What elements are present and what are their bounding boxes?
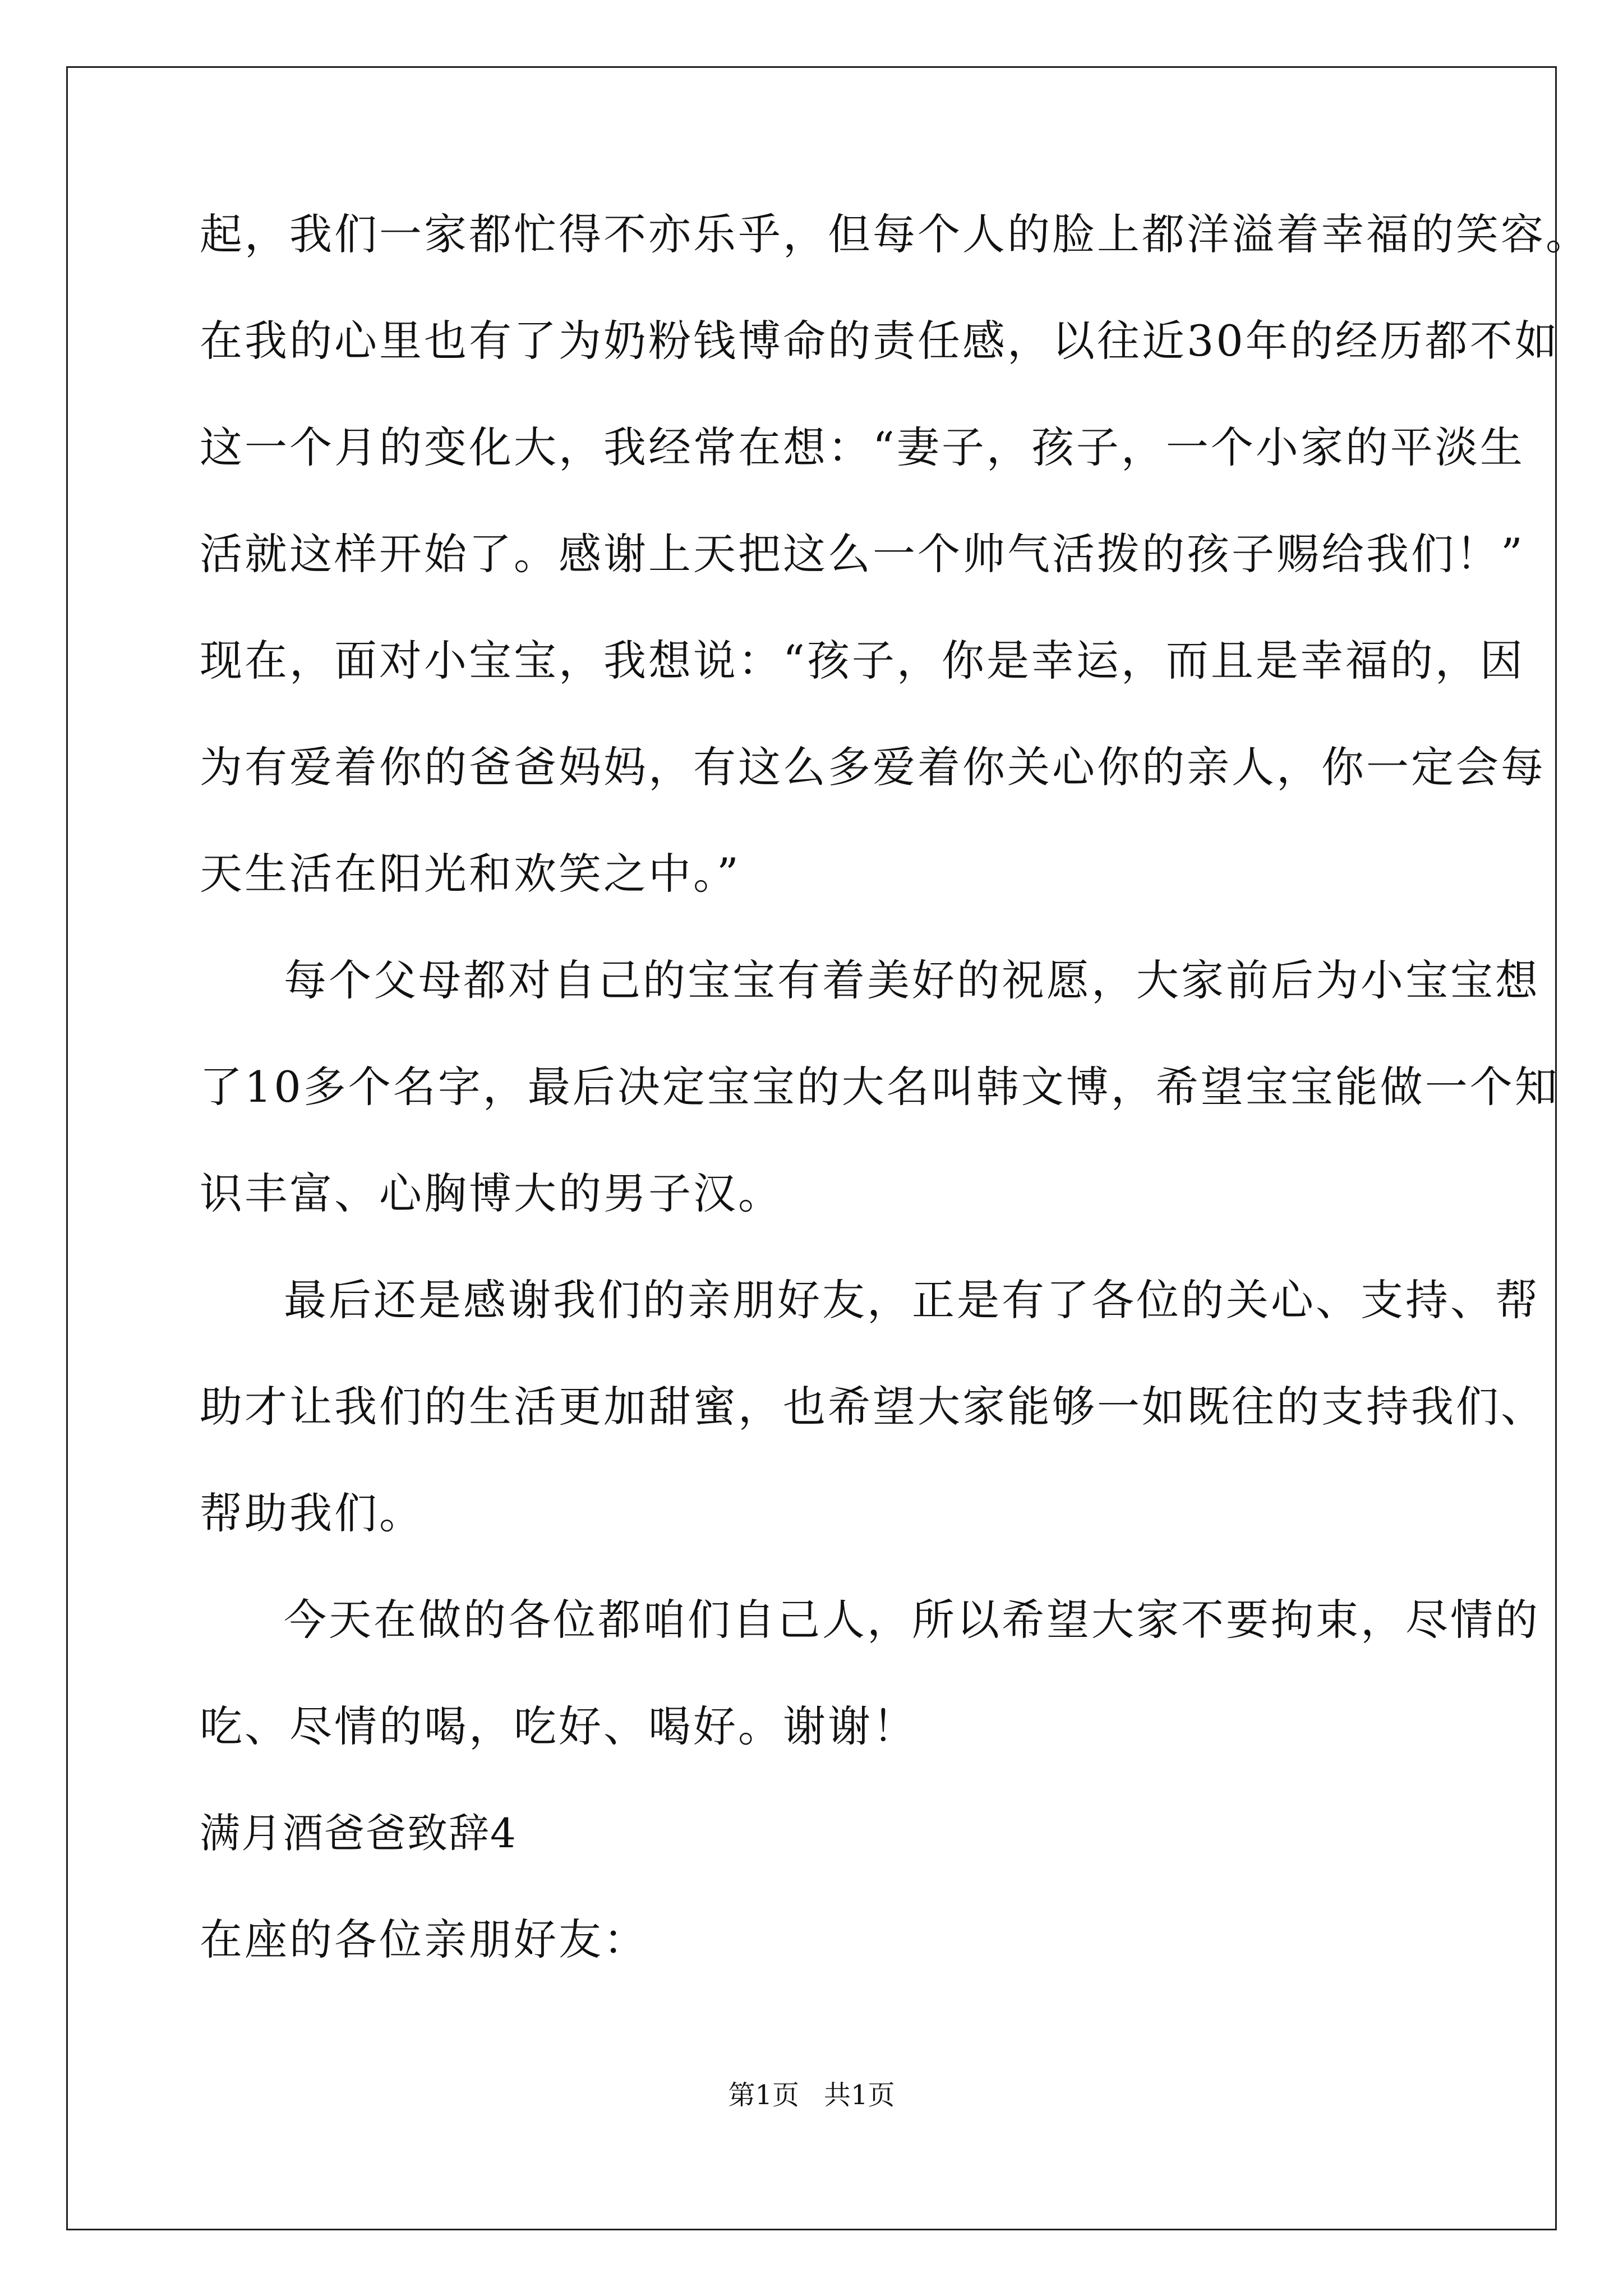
text-line: 活就这样开始了。感谢上天把这么一个帅气活拨的孩子赐给我们！” <box>200 529 1525 579</box>
text-line: 助才让我们的生活更加甜蜜，也希望大家能够一如既往的支持我们、 <box>200 1382 1546 1432</box>
text-line: 识丰富、心胸博大的男子汉。 <box>200 1168 783 1218</box>
text-line: 为有爱着你的爸爸妈妈，有这么多爱着你关心你的亲人，你一定会每 <box>200 742 1546 792</box>
text-line: 这一个月的变化大，我经常在想：“妻子，孩子，一个小家的平淡生 <box>200 422 1525 472</box>
section-heading: 满月酒爸爸致辞4 <box>200 1810 517 1857</box>
text-line: 了10多个名字，最后决定宝宝的大名叫韩文博，希望宝宝能做一个知 <box>200 1062 1560 1112</box>
text-line: 吃、尽情的喝，吃好、喝好。谢谢！ <box>200 1701 917 1751</box>
page-footer <box>0 2078 1623 2112</box>
paragraph-start-line: 最后还是感谢我们的亲朋好友，正是有了各位的关心、支持、帮 <box>284 1275 1540 1325</box>
text-line: 帮助我们。 <box>200 1488 424 1538</box>
paragraph-start-line: 每个父母都对自己的宝宝有着美好的祝愿，大家前后为小宝宝想 <box>284 955 1540 1005</box>
page-number-total: 共1页 <box>824 2079 895 2111</box>
text-line: 起，我们一家都忙得不亦乐乎，但每个人的脸上都洋溢着幸福的笑容。 <box>200 209 1590 259</box>
page-number-current: 第1页 <box>728 2079 799 2111</box>
salutation-line: 在座的各位亲朋好友： <box>200 1915 648 1964</box>
text-line: 天生活在阳光和欢笑之中。” <box>200 849 741 899</box>
text-line: 现在，面对小宝宝，我想说：“孩子，你是幸运，而且是幸福的，因 <box>200 636 1525 685</box>
paragraph-start-line: 今天在做的各位都咱们自己人，所以希望大家不要拘束，尽情的 <box>284 1595 1540 1645</box>
text-line: 在我的心里也有了为奶粉钱博命的责任感，以往近30年的经历都不如 <box>200 316 1560 366</box>
